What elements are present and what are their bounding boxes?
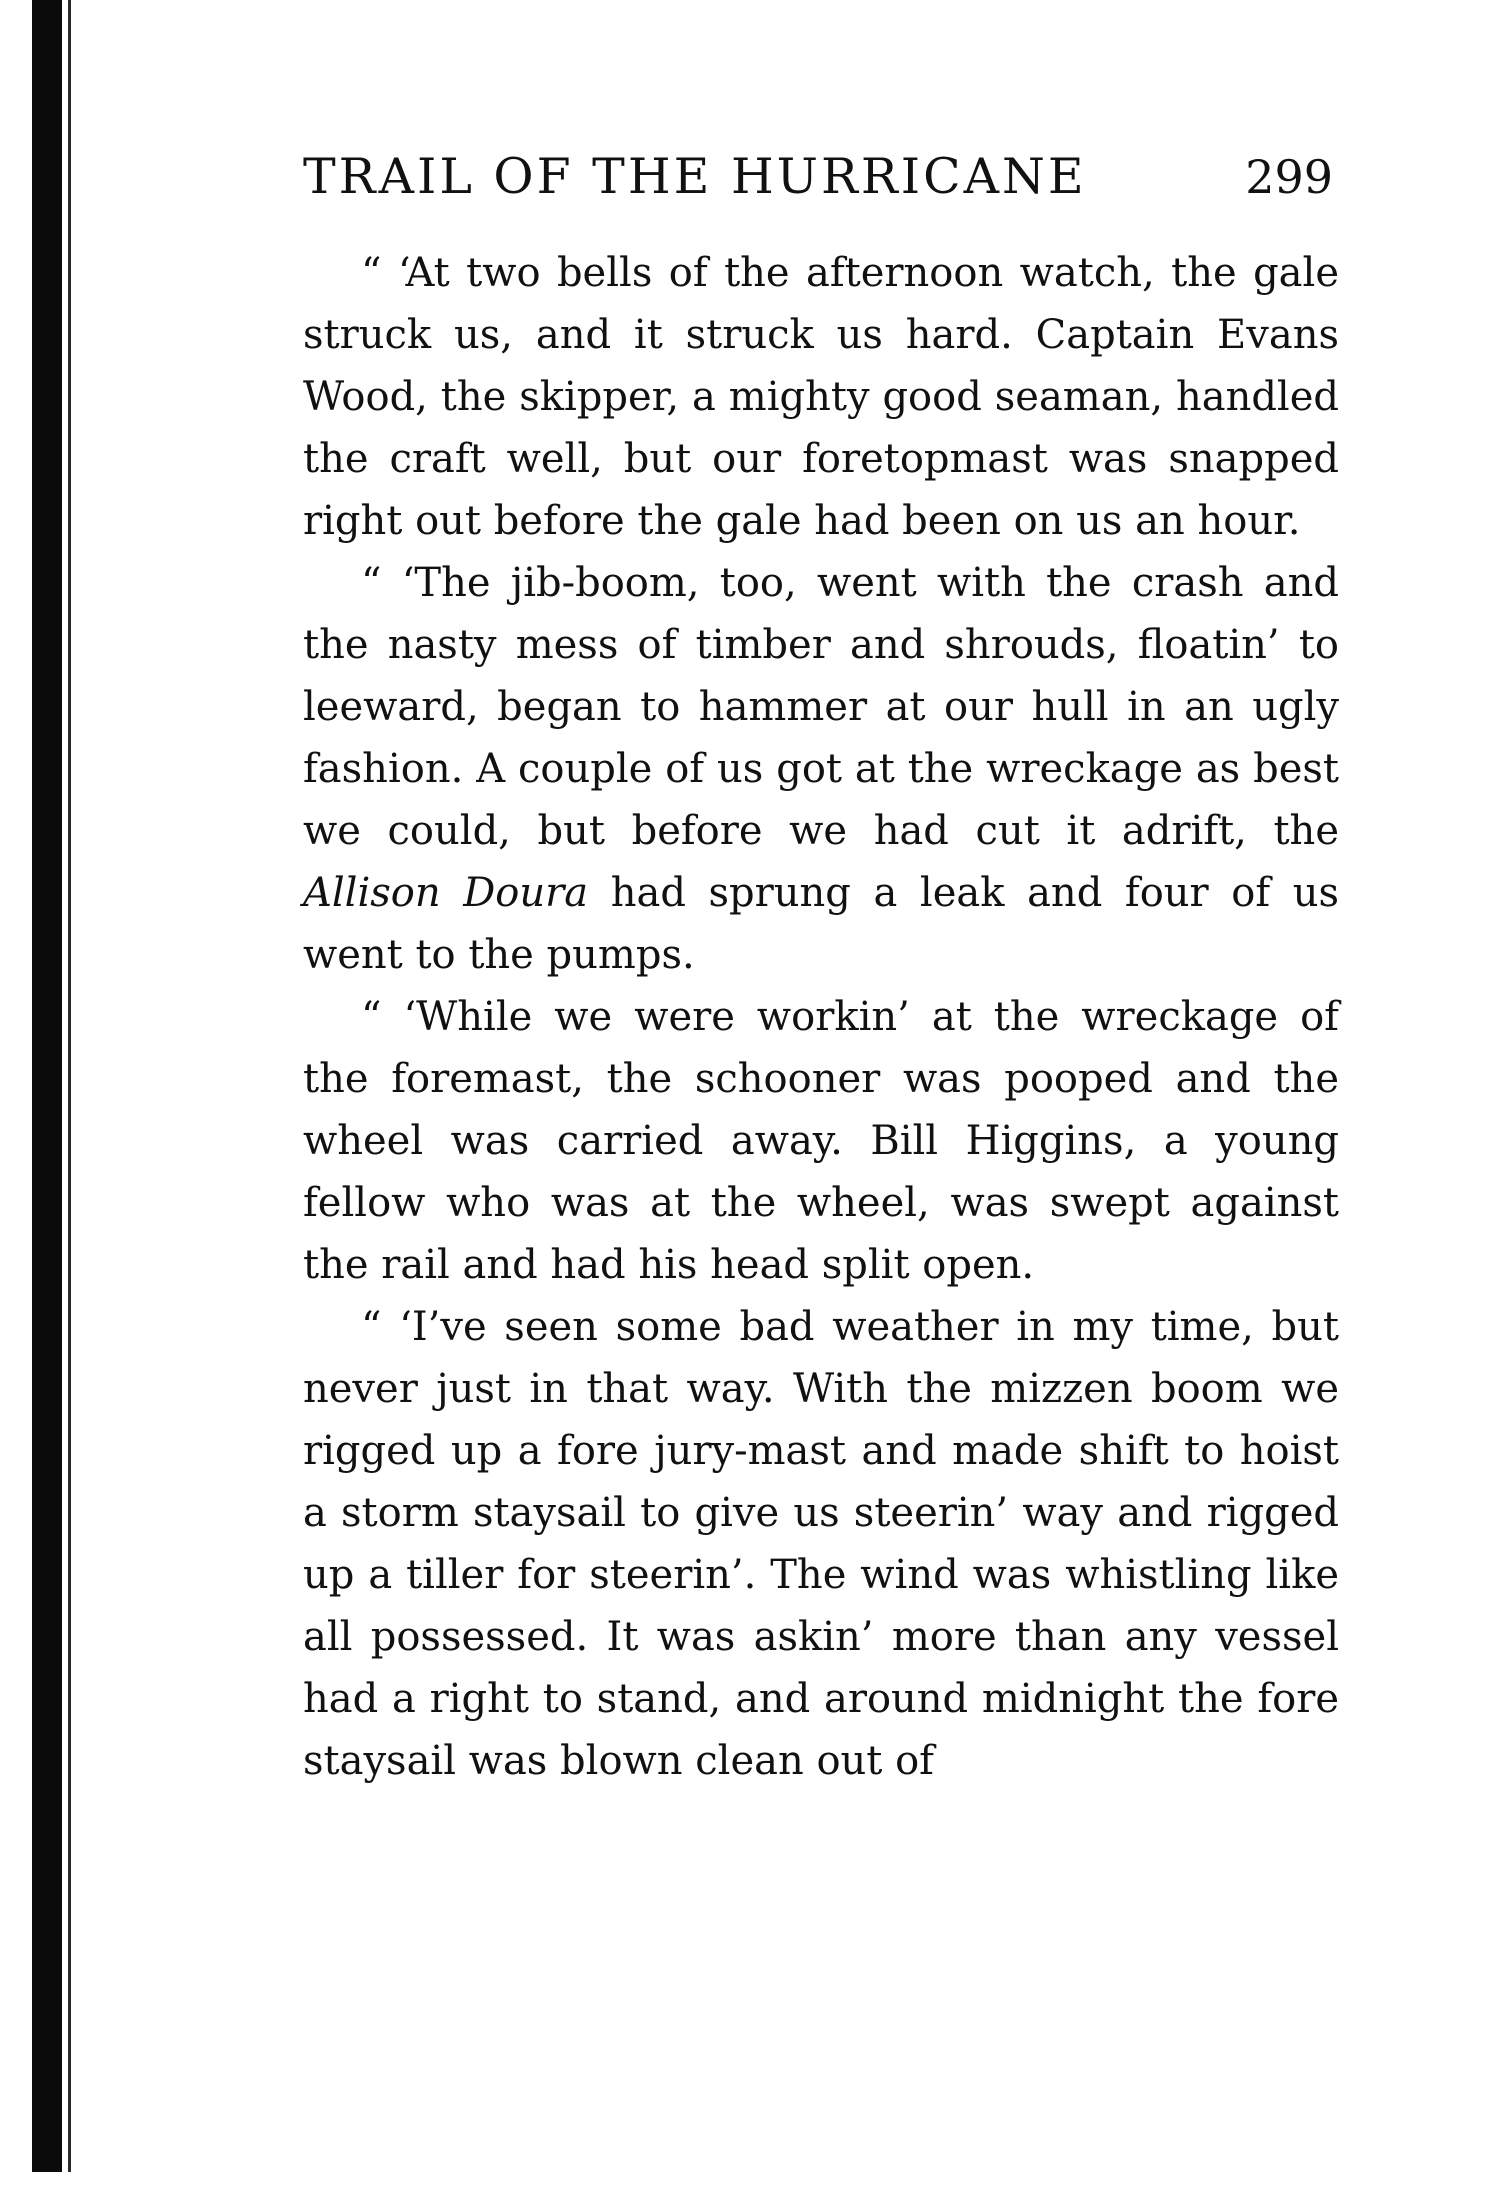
body-text (303, 242, 1339, 1792)
binding-shadow-edge (68, 0, 71, 2172)
paragraph-wheel-carried-away: “ ‘While we were workin’ at the wreckage of the foremast, the schooner was pooped and the wheel was carried away. Bill Higgins, a young fellow who was at the wheel, was swept against the rail and had his head split open. (303, 994, 1339, 1288)
paragraph-text: had sprung a leak and four of us went to the pumps. (303, 870, 1340, 978)
page-number: 299 (1245, 150, 1333, 204)
running-header (303, 148, 1339, 205)
ship-name: Allison Doura (303, 870, 589, 916)
paragraph-jury-mast: “ ‘I’ve seen some bad weather in my time, but never just in that way. With the mizzen boom we rigged up a fore jury-mast and made shift to hoist a storm staysail to give us steerin’ way and rigged up a tiller for steerin’. The wind was whistling like all possessed. It was askin’ more than any vessel had a right to stand, and around midnight the fore staysail was blown clean out of (303, 1304, 1339, 1784)
paragraph-text: “ ‘The jib-boom, too, went with the crash and the nasty mess of timber and shrouds, floatin’ to leeward, began to hammer at our hull in an ugly fashion. A couple of us got at the wreckage as best we could, but before we had cut it adrift, the (303, 560, 1339, 854)
paragraph-jib-boom (303, 552, 1339, 986)
running-title: TRAIL OF THE HURRICANE (303, 148, 1087, 205)
paragraph-gale-struck: “ ‘At two bells of the afternoon watch, the gale struck us, and it struck us hard. Captain Evans Wood, the skipper, a mighty good seaman, handled the craft well, but our foretopmast was snapped right out before the gale had been on us an hour. (303, 250, 1339, 544)
binding-shadow (32, 0, 62, 2172)
